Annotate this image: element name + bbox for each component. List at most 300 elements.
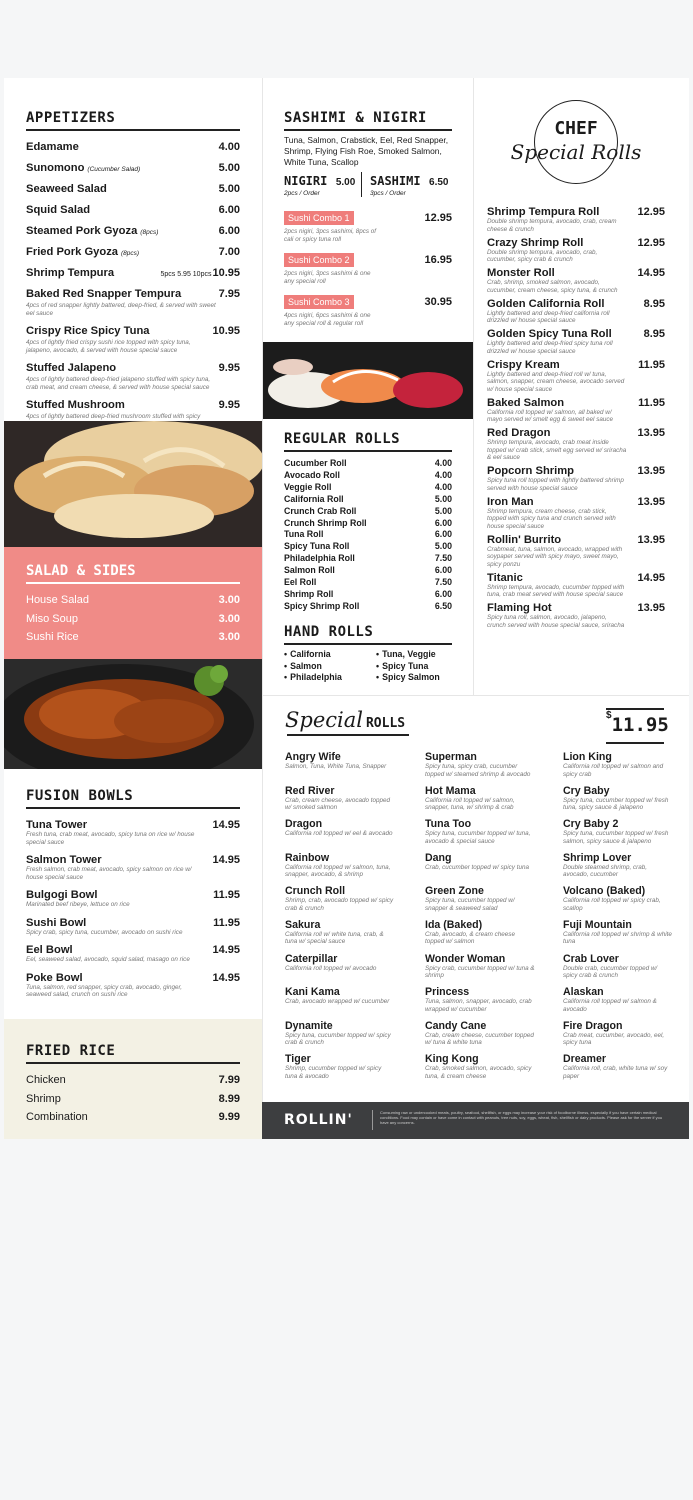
chef-special-logo	[506, 100, 642, 188]
appetizer-item	[26, 137, 240, 155]
special-roll-item	[285, 885, 415, 919]
special-roll-name: Ida (Baked)	[425, 918, 483, 931]
special-roll-name: Dragon	[285, 818, 323, 831]
regular-roll-name: Spicy Shrimp Roll	[284, 600, 360, 611]
regular-roll-name: Avocado Roll	[284, 469, 340, 480]
special-roll-item	[285, 818, 415, 852]
special-roll-item	[285, 751, 415, 785]
appetizer-price: 6.00	[218, 225, 240, 237]
appetizer-price-wrap	[219, 242, 240, 260]
special-roll-item	[425, 785, 555, 819]
chef-roll-name: Titanic	[487, 571, 523, 584]
special-roll-desc: Double steamed shrimp, crab, avocado, cucumber	[563, 863, 647, 879]
special-roll-desc: Spicy tuna, cucumber topped w/ tuna, avocado & special sauce	[425, 830, 531, 845]
special-roll-item	[425, 818, 555, 852]
appetizer-name	[26, 362, 116, 374]
chef-roll-price: 8.95	[643, 297, 665, 310]
fried-rice-name: Combination	[26, 1111, 88, 1123]
regular-roll-item	[284, 589, 452, 601]
bullet-icon: •	[376, 672, 380, 682]
salad-price: 3.00	[218, 594, 240, 606]
special-roll-name: Sakura	[285, 918, 321, 931]
combo-price: 30.95	[424, 296, 452, 308]
special-roll-item	[425, 986, 555, 1020]
appetizer-price: 6.00	[218, 204, 240, 216]
special-roll-item	[285, 1020, 415, 1054]
hand-roll-item	[376, 649, 440, 661]
hand-left-col	[284, 649, 376, 684]
special-roll-name: Fuji Mountain	[563, 918, 632, 931]
chef-roll-desc: Shrimp tempura, avocado, crab meat inside topped w/ crab stick, smelt egg served w/ sriracha & eel sauce	[487, 439, 627, 461]
chef-roll-row	[487, 298, 665, 310]
special-roll-item	[425, 751, 555, 785]
special-roll-name: Lion King	[563, 751, 612, 763]
regular-roll-name: Crunch Shrimp Roll	[284, 517, 367, 528]
fusion-section	[26, 788, 240, 1007]
regular-roll-item	[284, 577, 452, 589]
appetizer-item	[26, 221, 240, 239]
regular-roll-price: 4.00	[434, 458, 452, 468]
regular-roll-price: 5.00	[434, 493, 452, 504]
special-roll-desc: Crab meat, cucumber, avocado, eel, spicy tuna	[563, 1031, 665, 1047]
chef-roll-desc: Shrimp tempura, avocado, cucumber topped with tuna, crab meat served with house special sauce	[487, 583, 625, 598]
special-roll-desc: California roll topped w/ salmon, snapper, tuna, w/ shrimp & crab	[425, 796, 515, 812]
hand-rolls-section	[284, 624, 452, 684]
special-roll-desc: Spicy tuna, cucumber topped w/ fresh tuna, spicy sauce & jalapeno	[563, 796, 669, 812]
regular-roll-name: Salmon Roll	[284, 565, 335, 576]
chef-roll-price: 13.95	[637, 465, 665, 477]
salad-section	[4, 547, 262, 659]
chef-roll-row	[487, 237, 665, 249]
special-roll-desc: Shrimp, crab, avocado topped w/ spicy crab & crunch	[285, 897, 394, 912]
special-roll-name: Red River	[285, 784, 335, 797]
special-roll-name: Kani Kama	[285, 986, 340, 999]
special-roll-item	[285, 919, 415, 953]
special-roll-desc: Crab, avocado wrapped w/ cucumber	[285, 998, 390, 1006]
special-roll-name: Caterpillar	[285, 952, 338, 965]
chef-roll-row	[487, 465, 665, 477]
chef-roll-name: Golden Spicy Tuna Roll	[487, 328, 612, 340]
rollin-logo: ROLLIN'	[284, 1112, 353, 1128]
hand-list	[284, 649, 452, 684]
special-title-script: Special	[285, 708, 363, 732]
appetizer-price-wrap	[219, 284, 240, 302]
special-title-rest: ROLLS	[365, 716, 406, 731]
sashimi-price-block	[362, 172, 449, 197]
regular-roll-price: 7.50	[434, 577, 452, 588]
special-roll-item	[563, 919, 683, 953]
special-roll-name: Hot Mama	[425, 784, 476, 797]
salad-list	[26, 591, 240, 647]
special-roll-item	[563, 986, 683, 1020]
chef-roll-desc: Lightly battered and deep-fried roll w/ tuna, salmon, snapper, cream cheese, avocado served w/ house special sauce	[487, 370, 625, 393]
appetizer-name	[26, 183, 107, 195]
special-roll-desc: California roll topped w/ eel & avocado	[285, 830, 393, 838]
special-rolls-section	[262, 695, 689, 1102]
regular-roll-name: California Roll	[284, 493, 344, 504]
fusion-item	[26, 917, 240, 937]
chef-roll-desc: Crabmeat, tuna, salmon, avocado, wrapped with soypaper served with spicy mayo, sweet mayo, spicy ponzu	[487, 545, 623, 568]
chef-roll-price: 13.95	[637, 495, 665, 508]
appetizer-name-text: Fried Pork Gyoza	[26, 246, 119, 258]
hand-roll-name: Philadelphia	[290, 672, 342, 682]
special-roll-name: Alaskan	[563, 986, 604, 999]
special-roll-item	[563, 953, 683, 987]
appetizer-row	[26, 200, 240, 218]
regular-rolls-section	[284, 431, 452, 613]
regular-roll-price: 5.00	[434, 505, 452, 516]
chef-roll-price: 13.95	[637, 427, 665, 439]
appetizer-desc: 4pcs of red snapper lightly battered, deep-fried, & served with sweet eel sauce	[26, 302, 216, 317]
regular-roll-item	[284, 553, 452, 565]
special-price-symbol: $	[606, 710, 612, 721]
chef-roll-name: Shrimp Tempura Roll	[487, 206, 600, 218]
regular-roll-item	[284, 529, 452, 541]
special-roll-item	[563, 852, 683, 886]
fried-rice-item	[26, 1071, 240, 1090]
fusion-name: Eel Bowl	[26, 944, 73, 956]
special-roll-item	[425, 953, 555, 987]
regular-roll-price: 6.00	[434, 517, 452, 528]
menu-board	[4, 78, 689, 1139]
appetizers-section	[26, 110, 240, 432]
appetizer-name	[26, 288, 181, 300]
special-col-2	[425, 751, 555, 1087]
regular-roll-name: Philadelphia Roll	[284, 553, 355, 564]
sashimi-description: Tuna, Salmon, Crabstick, Eel, Red Snapper, Shrimp, Flying Fish Roe, Smoked Salmon, White Tuna, Scallop	[284, 135, 449, 167]
special-rolls-script: Special Rolls	[510, 140, 642, 164]
fusion-name: Salmon Tower	[26, 854, 102, 866]
regular-roll-item	[284, 541, 452, 553]
combo-tag: Sushi Combo 1	[284, 211, 354, 225]
appetizer-item	[26, 321, 240, 354]
special-roll-item	[563, 751, 683, 785]
hand-right-col	[376, 649, 440, 684]
regular-roll-item	[284, 470, 452, 482]
fusion-price: 11.95	[213, 916, 240, 929]
regular-roll-price: 6.50	[434, 600, 452, 611]
appetizer-row	[26, 137, 240, 155]
special-roll-name: Dreamer	[563, 1053, 606, 1066]
appetizer-name-text: Steamed Pork Gyoza	[26, 225, 138, 237]
special-roll-desc: California roll topped w/ salmon and spicy crab	[563, 763, 664, 778]
fusion-name: Poke Bowl	[26, 971, 83, 984]
regular-roll-name: Cucumber Roll	[284, 458, 347, 468]
fried-rice-item	[26, 1108, 240, 1127]
special-roll-item	[563, 885, 683, 919]
appetizer-name	[26, 204, 90, 216]
sushi-photo	[263, 342, 474, 419]
appetizer-price: 5.00	[218, 183, 240, 195]
regular-roll-price: 4.00	[434, 469, 452, 480]
appetizer-desc: 4pcs of lightly battered deep-fried mushroom stuffed with spicy	[26, 413, 201, 420]
regular-roll-item	[284, 601, 452, 613]
right-column	[473, 78, 689, 695]
chef-roll-name: Monster Roll	[487, 267, 555, 279]
chef-roll-desc: Spicy tuna roll, salmon, avocado, jalapeno, crunch served with house special sauce, sriracha	[487, 614, 625, 629]
fusion-row	[26, 889, 240, 901]
special-roll-name: Tiger	[285, 1053, 311, 1066]
special-roll-desc: Tuna, salmon, snapper, avocado, crab wrapped w/ cucumber	[425, 998, 532, 1013]
nigiri-price-block	[284, 172, 362, 197]
special-title	[285, 708, 405, 732]
chef-roll-name: Rollin' Burrito	[487, 533, 562, 546]
chef-roll-row	[487, 397, 665, 409]
fusion-desc: Spicy crab, spicy tuna, cucumber, avocado on sushi rice	[26, 928, 183, 936]
hand-roll-name: Spicy Salmon	[382, 672, 440, 682]
fusion-desc: Marinated beef ribeye, lettuce on rice	[26, 901, 130, 908]
hand-roll-item	[284, 672, 376, 684]
chef-roll-price: 11.95	[638, 396, 665, 409]
bullet-icon: •	[284, 660, 288, 671]
fusion-item	[26, 819, 240, 846]
regular-roll-item	[284, 458, 452, 470]
fusion-item	[26, 889, 240, 909]
middle-column	[262, 78, 473, 695]
special-roll-name: Princess	[425, 986, 470, 999]
appetizer-name-text: Shrimp Tempura	[26, 267, 115, 279]
special-price: 11.95	[611, 714, 669, 736]
hand-roll-name: California	[290, 649, 331, 659]
chef-roll-item	[487, 427, 665, 462]
appetizer-row	[26, 395, 240, 413]
special-roll-item	[425, 919, 555, 953]
appetizer-item	[26, 284, 240, 317]
special-roll-name: Crab Lover	[563, 952, 619, 965]
appetizer-name	[26, 325, 150, 337]
appetizer-name	[26, 141, 79, 153]
appetizers-list	[26, 137, 240, 428]
special-roll-item	[425, 885, 555, 919]
fusion-item	[26, 854, 240, 881]
nigiri-sub: 2pcs / Order	[284, 190, 320, 197]
appetizer-price: 5.00	[218, 162, 240, 174]
regular-list	[284, 458, 452, 613]
combo-tag: Sushi Combo 3	[284, 295, 354, 309]
special-roll-desc: Salmon, Tuna, White Tuna, Snapper	[285, 763, 387, 770]
special-roll-desc: Spicy crab, cucumber topped w/ tuna & shrimp	[425, 964, 535, 980]
special-roll-desc: California roll topped w/ salmon, tuna, snapper, avocado, & shrimp	[285, 863, 391, 879]
chef-roll-price: 12.95	[637, 206, 665, 218]
combo-desc: 4pcs nigiri, 6pcs sashimi & one any special roll & regular roll	[284, 312, 371, 327]
special-roll-name: Rainbow	[285, 851, 330, 864]
appetizer-name-text: Crispy Rice Spicy Tuna	[26, 325, 150, 337]
special-roll-name: Fire Dragon	[563, 1019, 623, 1032]
chef-roll-price: 11.95	[638, 358, 665, 371]
special-roll-item	[563, 818, 683, 852]
nigiri-price: 5.00	[335, 177, 356, 188]
chef-roll-name: Red Dragon	[487, 427, 551, 439]
special-roll-name: Shrimp Lover	[563, 851, 632, 864]
sashimi-title: SASHIMI & NIGIRI	[284, 110, 452, 131]
chef-roll-row	[487, 427, 665, 439]
salad-title: SALAD & SIDES	[26, 563, 240, 584]
appetizer-row	[26, 321, 240, 339]
appetizer-row	[26, 284, 240, 302]
special-roll-desc: California roll topped w/ salmon & avocado	[563, 998, 657, 1013]
appetizer-name	[26, 246, 139, 258]
appetizer-price: 9.95	[218, 399, 240, 411]
hand-roll-name: Tuna, Veggie	[382, 649, 436, 659]
hand-roll-item	[284, 649, 376, 661]
appetizer-name-text: Seaweed Salad	[26, 183, 107, 195]
regular-roll-name: Veggie Roll	[284, 481, 332, 492]
regular-roll-item	[284, 565, 452, 577]
chef-roll-name: Flaming Hot	[487, 602, 552, 614]
appetizer-note: (Cucumber Salad)	[87, 166, 141, 173]
appetizer-name-text: Baked Red Snapper Tempura	[26, 288, 182, 300]
chef-roll-row	[487, 206, 665, 218]
appetizer-row	[26, 263, 240, 281]
special-roll-desc: Shrimp, cucumber topped w/ spicy tuna & avocado	[285, 1065, 382, 1080]
special-roll-desc: Crab, smoked salmon, avocado, spicy tuna, & cream cheese	[425, 1065, 532, 1080]
chef-roll-name: Iron Man	[487, 495, 534, 508]
regular-roll-name: Tuna Roll	[284, 529, 324, 540]
chef-roll-row	[487, 572, 665, 584]
special-roll-name: Dang	[425, 851, 452, 864]
fried-rice-price: 9.99	[218, 1111, 240, 1123]
special-roll-desc: California roll topped w/ avocado	[285, 964, 377, 972]
salad-price: 3.00	[218, 612, 240, 625]
regular-roll-item	[284, 482, 452, 494]
appetizer-note: (8pcs)	[140, 229, 159, 236]
fried-rice-section	[4, 1019, 262, 1139]
special-roll-item	[425, 1053, 555, 1087]
fusion-desc: Fresh tuna, crab meat, avocado, spicy tuna on rice w/ house special sauce	[26, 831, 195, 846]
appetizer-price-wrap	[219, 221, 240, 239]
fusion-price: 11.95	[213, 889, 240, 901]
appetizer-name	[26, 162, 140, 174]
sashimi-price: 6.50	[429, 177, 449, 188]
bullet-icon: •	[284, 672, 288, 682]
bullet-icon: •	[376, 649, 380, 659]
appetizer-price-wrap	[160, 263, 240, 281]
fusion-name: Bulgogi Bowl	[26, 889, 98, 901]
chef-roll-desc: Spicy tuna roll topped with lightly battered shrimp served with house special sauce	[487, 477, 624, 492]
special-col-3	[563, 751, 683, 1087]
appetizer-price-wrap	[219, 179, 240, 197]
chef-roll-item	[487, 206, 665, 233]
appetizer-price: 9.95	[218, 362, 240, 374]
allergy-notice: Consuming raw or undercooked meats, poultry, seafood, shellfish, or eggs may increase your risk of foodborne illness, especially if you have certain medical conditions. Food may contain or have come in contact with peanuts, tree nuts, soy, eggs, wheat, fish, shellfish or dairy products. Please ask for the server if you have any concerns.	[380, 1110, 663, 1125]
regular-roll-price: 5.00	[434, 541, 452, 552]
chef-list	[487, 206, 665, 629]
appetizer-price: 7.00	[218, 246, 240, 258]
salad-item	[26, 591, 240, 610]
special-roll-name: Dynamite	[285, 1019, 333, 1032]
appetizer-price: 4.00	[218, 141, 240, 153]
special-roll-item	[285, 953, 415, 987]
special-roll-name: Cry Baby 2	[563, 818, 619, 831]
chef-roll-price: 13.95	[637, 533, 665, 546]
special-roll-desc: Crab, cream cheese, cucumber topped w/ tuna & white tuna	[425, 1031, 534, 1047]
combo-item	[284, 295, 452, 327]
chef-roll-desc: Crab, shrimp, smoked salmon, avocado, cucumber, cream cheese, spicy tuna, & crunch	[487, 279, 618, 294]
hand-roll-item	[376, 672, 440, 684]
nigiri-label: NIGIRI	[284, 174, 328, 188]
special-roll-item	[563, 1020, 683, 1054]
salad-item	[26, 610, 240, 629]
fusion-price: 14.95	[212, 819, 240, 831]
appetizer-name-text: Edamame	[26, 141, 79, 153]
chef-roll-name: Golden California Roll	[487, 297, 605, 310]
chef-roll-desc: Double shrimp tempura, avocado, crab, cucumber, spicy crab & crunch	[487, 248, 598, 263]
chef-roll-item	[487, 534, 665, 569]
appetizer-price-wrap	[219, 358, 240, 376]
appetizer-price-wrap	[219, 395, 240, 413]
special-roll-item	[285, 1053, 415, 1087]
combo-list	[284, 211, 452, 327]
fusion-list	[26, 819, 240, 999]
sashimi-label: SASHIMI	[370, 174, 421, 188]
special-roll-desc: Crab, avocado, & cream cheese topped w/ salmon	[425, 930, 515, 946]
fusion-row	[26, 917, 240, 929]
fusion-price: 14.95	[212, 971, 240, 984]
special-title-rule	[287, 734, 409, 736]
chef-roll-row	[487, 359, 665, 371]
chef-label: CHEF	[554, 118, 598, 139]
appetizer-row	[26, 358, 240, 376]
appetizer-item	[26, 263, 240, 281]
fried-rice-list	[26, 1071, 240, 1127]
appetizer-item	[26, 242, 240, 260]
regular-title: REGULAR ROLLS	[284, 431, 452, 452]
hand-title: HAND ROLLS	[284, 624, 452, 645]
appetizer-price-wrap	[219, 158, 240, 176]
chef-roll-desc: Double shrimp tempura, avocado, crab, cream cheese & crunch	[487, 218, 617, 233]
combo-item	[284, 253, 452, 285]
chef-roll-price: 12.95	[637, 236, 665, 249]
fusion-item	[26, 944, 240, 964]
special-roll-desc: California roll topped w/ spicy crab, scallop	[563, 897, 661, 912]
special-roll-item	[563, 1053, 683, 1087]
bullet-icon: •	[376, 660, 380, 671]
special-roll-desc: Spicy tuna, cucumber topped w/ snapper & seaweed salad	[425, 897, 515, 912]
chef-roll-item	[487, 602, 665, 629]
special-roll-desc: California roll topped w/ shrimp & white tuna	[563, 930, 672, 946]
combo-tag: Sushi Combo 2	[284, 253, 354, 267]
appetizer-price: 7.95	[218, 288, 240, 300]
nigiri-sashimi-prices	[284, 172, 452, 197]
special-roll-name: Crunch Roll	[285, 885, 346, 898]
chef-roll-name: Popcorn Shrimp	[487, 465, 575, 477]
regular-roll-name: Spicy Tuna Roll	[284, 541, 350, 552]
appetizer-item	[26, 158, 240, 176]
fusion-price: 14.95	[212, 944, 240, 956]
special-roll-name: Volcano (Baked)	[563, 885, 646, 898]
chef-roll-price: 13.95	[637, 602, 665, 614]
appetizer-name-text: Stuffed Mushroom	[26, 399, 125, 411]
salad-item	[26, 628, 240, 647]
appetizer-price-wrap	[219, 200, 240, 218]
fusion-row	[26, 944, 240, 956]
chef-roll-item	[487, 572, 665, 599]
appetizer-desc: 4pcs of lightly fried crispy sushi rice topped with spicy tuna, jalapeno, avocado, & served with house special sauce	[26, 339, 191, 354]
fried-rice-title: FRIED RICE	[26, 1043, 240, 1064]
regular-roll-name: Shrimp Roll	[284, 588, 334, 599]
special-roll-name: King Kong	[425, 1053, 479, 1066]
bullet-icon: •	[284, 649, 288, 659]
salad-name: Miso Soup	[26, 612, 78, 625]
appetizer-note: (8pcs)	[121, 250, 140, 257]
special-roll-name: Wonder Woman	[425, 952, 506, 965]
fusion-item	[26, 972, 240, 999]
special-roll-desc: Spicy tuna, cucumber topped w/ spicy crab & crunch	[285, 1031, 391, 1047]
regular-roll-price: 6.00	[434, 588, 452, 599]
regular-roll-price: 4.00	[434, 481, 452, 492]
appetizer-price: 10.95	[212, 267, 240, 279]
special-roll-item	[425, 852, 555, 886]
